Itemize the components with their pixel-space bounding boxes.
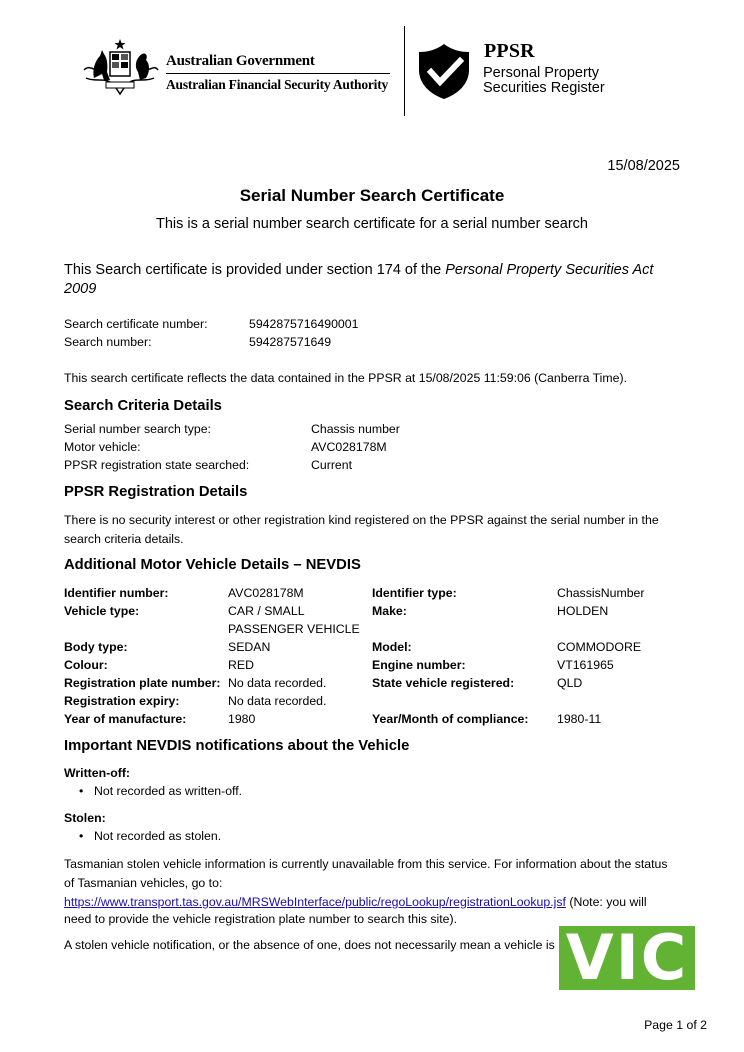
stolen-disclaimer: A stolen vehicle notification, or the absence of one, does not necessarily mean a vehicle is bbox=[64, 938, 555, 952]
tas-info-line1: Tasmanian stolen vehicle information is currently unavailable from this service. For information about the status bbox=[64, 857, 668, 871]
criteria-value: Chassis number bbox=[311, 422, 400, 436]
nevdis-value: COMMODORE bbox=[557, 640, 642, 654]
certificate-date: 15/08/2025 bbox=[607, 158, 680, 174]
nevdis-label: Engine number: bbox=[372, 658, 466, 672]
nevdis-label: Year of manufacture: bbox=[64, 712, 187, 726]
tas-info-line2: of Tasmanian vehicles, go to: bbox=[64, 876, 223, 890]
search-number-label: Search number: bbox=[64, 335, 152, 349]
criteria-label: Serial number search type: bbox=[64, 422, 211, 436]
page-subtitle: This is a serial number search certificate for a serial number search bbox=[156, 216, 588, 232]
nevdis-label: Vehicle type: bbox=[64, 604, 140, 618]
nevdis-value: VT161965 bbox=[557, 658, 614, 672]
nevdis-label: Identifier number: bbox=[64, 586, 169, 600]
shield-check-icon bbox=[416, 42, 472, 100]
search-number-value: 594287571649 bbox=[249, 335, 332, 349]
nevdis-value: ChassisNumber bbox=[557, 586, 645, 600]
criteria-label: Motor vehicle: bbox=[64, 440, 141, 454]
nevdis-value: No data recorded. bbox=[228, 694, 327, 708]
criteria-value: Current bbox=[311, 458, 353, 472]
nevdis-value: No data recorded. bbox=[228, 676, 327, 690]
intro-statement bbox=[64, 261, 684, 299]
intro-prefix: This Search certificate is provided under section 174 of the bbox=[64, 262, 446, 278]
tas-lookup-link[interactable]: https://www.transport.tas.gov.au/MRSWebInterface/public/regoLookup/registrationLookup.jsf bbox=[64, 895, 566, 909]
stolen-item: • Not recorded as stolen. bbox=[80, 827, 221, 845]
nevdis-label: Body type: bbox=[64, 640, 128, 654]
vic-state-badge bbox=[559, 921, 695, 994]
header-divider bbox=[404, 26, 405, 116]
search-criteria-heading: Search Criteria Details bbox=[64, 398, 222, 414]
nevdis-label: Registration expiry: bbox=[64, 694, 180, 708]
certificate-number-value: 5942875716490001 bbox=[249, 317, 359, 331]
page-title: Serial Number Search Certificate bbox=[239, 186, 505, 205]
notifications-heading: Important NEVDIS notifications about the Vehicle bbox=[64, 738, 410, 754]
reflects-note: This search certificate reflects the data contained in the PPSR at 15/08/2025 11:59:06 (Canberra Time). bbox=[64, 371, 628, 385]
nevdis-value: AVC028178M bbox=[228, 586, 304, 600]
stolen-label: Stolen: bbox=[64, 811, 106, 825]
header-rule bbox=[166, 73, 390, 74]
ppsr-subtitle-line1: Personal Property bbox=[483, 65, 600, 81]
government-title: Australian Government bbox=[166, 53, 315, 69]
nevdis-label: Make: bbox=[372, 604, 407, 618]
ppsr-subtitle-line2: Securities Register bbox=[483, 80, 605, 96]
agency-name: Australian Financial Security Authority bbox=[166, 77, 389, 92]
nevdis-label: Colour: bbox=[64, 658, 108, 672]
nevdis-label: Model: bbox=[372, 640, 412, 654]
ppsr-title: PPSR bbox=[484, 40, 535, 62]
vic-badge-text: VIC bbox=[565, 921, 689, 994]
nevdis-value: QLD bbox=[557, 676, 583, 690]
tas-note: (Note: you will bbox=[565, 895, 647, 909]
written-off-item: • Not recorded as written-off. bbox=[80, 782, 242, 800]
tas-note-line2: need to provide the vehicle registration plate number to search this site). bbox=[64, 912, 458, 926]
registration-text: There is no security interest or other registration kind registered on the PPSR against the serial number in the search criteria details. bbox=[64, 513, 659, 546]
nevdis-label: State vehicle registered: bbox=[372, 676, 515, 690]
nevdis-heading: Additional Motor Vehicle Details – NEVDIS bbox=[64, 557, 361, 573]
act-name: Personal Property Securities Act 2009 bbox=[64, 262, 654, 297]
nevdis-value: 1980-11 bbox=[557, 712, 602, 726]
criteria-value: AVC028178M bbox=[311, 440, 387, 454]
written-off-label: Written-off: bbox=[64, 766, 131, 780]
nevdis-value: 1980 bbox=[228, 712, 256, 726]
registration-heading: PPSR Registration Details bbox=[64, 484, 248, 500]
nevdis-label: Registration plate number: bbox=[64, 676, 221, 690]
nevdis-value-cont: PASSENGER VEHICLE bbox=[228, 622, 360, 636]
criteria-label: PPSR registration state searched: bbox=[64, 458, 250, 472]
nevdis-value: SEDAN bbox=[228, 640, 271, 654]
certificate-number-label: Search certificate number: bbox=[64, 317, 208, 331]
page-number: Page 1 of 2 bbox=[644, 1018, 707, 1032]
coat-of-arms-icon bbox=[80, 38, 160, 96]
nevdis-value: RED bbox=[228, 658, 254, 672]
certificate-row bbox=[64, 315, 208, 333]
nevdis-value: HOLDEN bbox=[557, 604, 609, 618]
nevdis-label: Identifier type: bbox=[372, 586, 457, 600]
nevdis-label: Year/Month of compliance: bbox=[372, 712, 529, 726]
nevdis-value: CAR / SMALL bbox=[228, 604, 305, 618]
